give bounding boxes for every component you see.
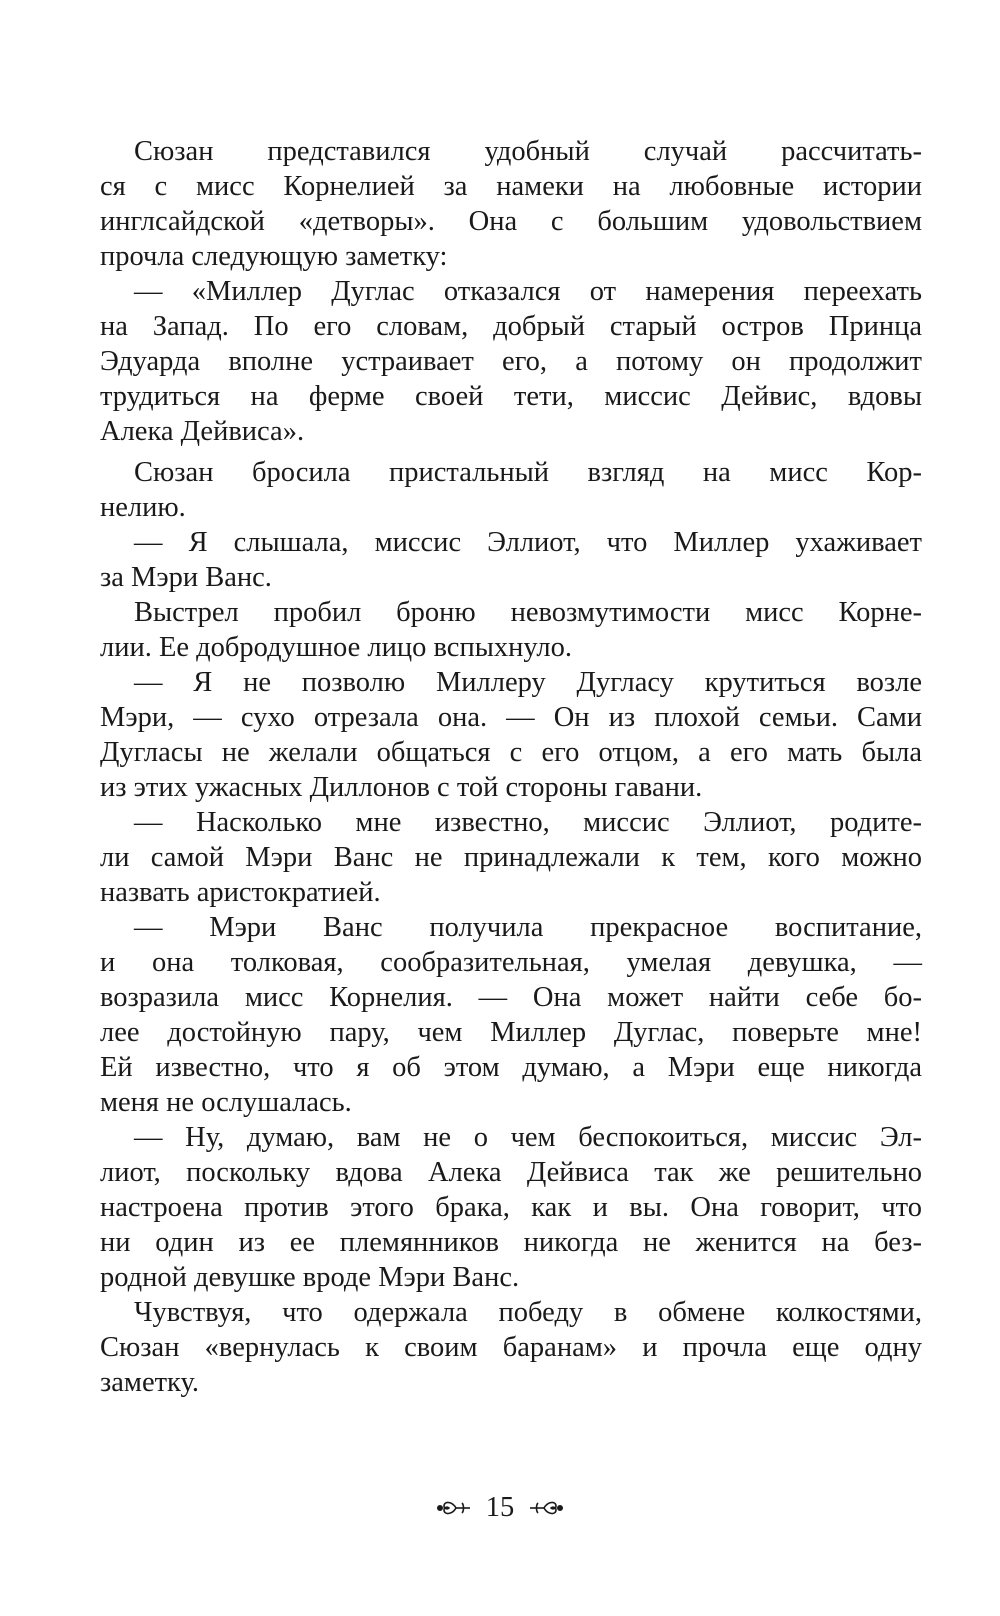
- text-line: ся с мисс Корнелией за намеки на любовные истории: [100, 171, 922, 202]
- text-line: нелию.: [100, 492, 186, 523]
- text-line: Эдуарда вполне устраивает его, а потому он продолжит: [100, 346, 922, 377]
- paragraph: [100, 1120, 922, 1295]
- text-line: лее достойную пару, чем Миллер Дуглас, поверьте мне!: [100, 1017, 922, 1048]
- text-line: Дугласы не желали общаться с его отцом, а его мать была: [100, 737, 922, 768]
- text-line: ни один из ее племянников никогда не женится на без-: [100, 1227, 922, 1258]
- text-line: ли самой Мэри Ванс не принадлежали к тем, кого можно: [100, 842, 922, 873]
- text-line: — «Миллер Дуглас отказался от намерения переехать: [134, 276, 922, 307]
- text-line: настроена против этого брака, как и вы. Она говорит, что: [100, 1192, 922, 1223]
- text-line: родной девушке вроде Мэри Ванс.: [100, 1262, 520, 1293]
- page-footer: [0, 1488, 1000, 1528]
- text-line: назвать аристократией.: [100, 877, 381, 908]
- text-line: на Запад. По его словам, добрый старый остров Принца: [100, 311, 922, 342]
- text-line: трудиться на ферме своей тети, миссис Дейвис, вдовы: [100, 381, 922, 412]
- text-line: из этих ужасных Диллонов с той стороны гавани.: [100, 772, 703, 803]
- text-line: Чувствуя, что одержала победу в обмене колкостями,: [134, 1297, 922, 1328]
- text-line: Сюзан «вернулась к своим баранам» и прочла еще одну: [100, 1332, 922, 1363]
- text-line: — Я слышала, миссис Эллиот, что Миллер ухаживает: [134, 527, 922, 558]
- text-line: и она толковая, сообразительная, умелая девушка, —: [100, 947, 922, 978]
- text-line: Ей известно, что я об этом думаю, а Мэри еще никогда: [100, 1052, 922, 1083]
- text-line: прочла следующую заметку:: [100, 241, 448, 272]
- page-number: 15: [485, 1492, 515, 1523]
- text-line: — Ну, думаю, вам не о чем беспокоиться, миссис Эл-: [134, 1122, 922, 1153]
- text-line: инглсайдской «детворы». Она с большим удовольствием: [100, 206, 922, 237]
- text-line: возразила мисс Корнелия. — Она может найти себе бо-: [100, 982, 922, 1013]
- paragraph: [100, 1295, 922, 1400]
- text-line: меня не ослушалась.: [100, 1087, 352, 1118]
- text-line: заметку.: [100, 1367, 200, 1398]
- fleuron-left-icon: [436, 1497, 472, 1519]
- paragraph: [100, 910, 922, 1120]
- paragraph: [100, 274, 922, 449]
- body-text: [100, 134, 922, 1400]
- text-line: Мэри, — сухо отрезала она. — Он из плохой семьи. Сами: [100, 702, 922, 733]
- text-line: Сюзан представился удобный случай рассчитать-: [134, 136, 922, 167]
- text-line: Сюзан бросила пристальный взгляд на мисс Кор-: [134, 457, 922, 488]
- text-line: Выстрел пробил броню невозмутимости мисс Корне-: [134, 597, 922, 628]
- paragraph: [100, 134, 922, 274]
- text-line: Алека Дейвиса».: [100, 416, 305, 447]
- text-line: — Насколько мне известно, миссис Эллиот, родите-: [134, 807, 922, 838]
- paragraph: [100, 455, 922, 525]
- text-line: — Я не позволю Миллеру Дугласу крутиться возле: [134, 667, 922, 698]
- paragraph: [100, 525, 922, 595]
- text-line: лии. Ее добродушное лицо вспыхнуло.: [100, 632, 572, 663]
- fleuron-right-icon: [528, 1497, 564, 1519]
- paragraph: [100, 665, 922, 805]
- text-line: лиот, поскольку вдова Алека Дейвиса так же решительно: [100, 1157, 922, 1188]
- paragraph: [100, 805, 922, 910]
- paragraph: [100, 595, 922, 665]
- text-line: за Мэри Ванс.: [100, 562, 272, 593]
- text-line: — Мэри Ванс получила прекрасное воспитание,: [134, 912, 922, 943]
